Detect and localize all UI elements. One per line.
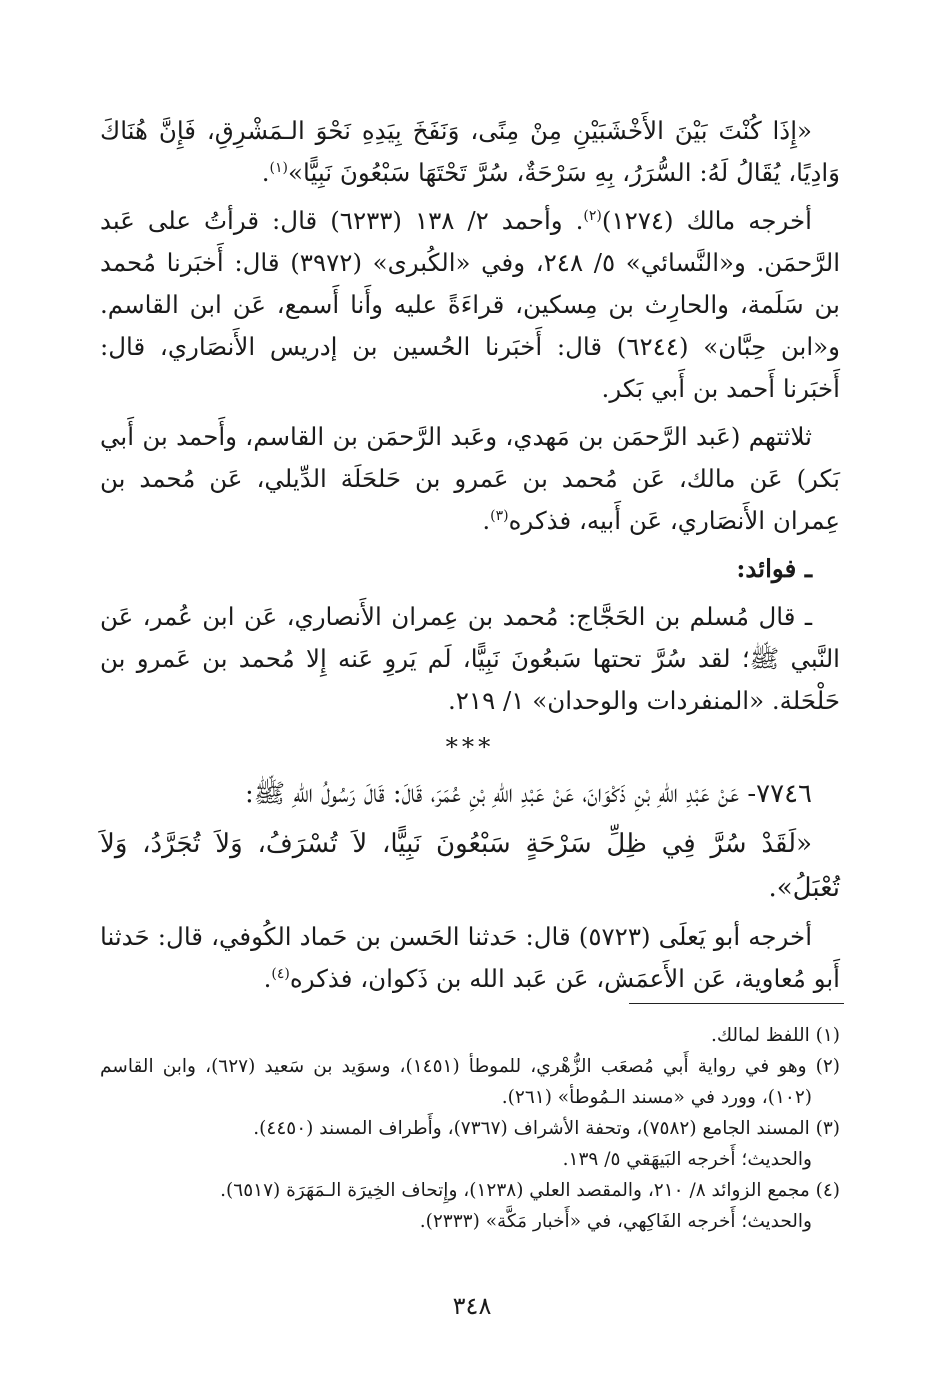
takhrij-3-body: أخرجه أبو يَعلَى (٥٧٢٣) قال: حَدثنا الحَسن بن حَماد الكُوفي، قال: حَدثنا أَبو مُعاوية، عَن الأَعمَش، عَن عَبد الله بن ذَكوان، فذكره [100,922,840,993]
takhrij-1-part-a: أخرجه مالك (١٢٧٤) [601,206,812,235]
page-number: ٣٤٨ [452,1292,492,1320]
hadith-text-1-body: «إِذَا كُنْتَ بَيْنَ الأَخْشَبَيْنِ مِنْ مِنًى، وَنَفَخَ بِيَدِهِ نَحْوَ الـمَشْرِقِ، فَإِنَّ هُنَاكَ وَادِيًا، يُقَالُ لَهُ: السُّرَرُ، بِهِ سَرْحَةٌ، سُرَّ تَحْتَهَا سَبْعُونَ نَبِيًّا» [100,116,840,187]
takhrij-2-body: ثلاثتهم (عَبد الرَّحمَن بن مَهدي، وعَبد الرَّحمَن بن القاسم، وأَحمد بن أَبي بَكر) عَن مالك، عَن مُحمد بن عَمرو بن حَلحَلَة الدِّيلي، عَن مُحمد بن عِمران الأَنصَاري، عَن أَبيه، فذكره [100,422,840,535]
footnote-1: (١) اللفظ لمالك. [710,1025,840,1046]
hadith-text-2: «لَقَدْ سُرَّ فِي ظِلِّ سَرْحَةٍ سَبْعُونَ نَبِيًّا، لاَ تُسْرَفُ، وَلاَ تُجَرَّدُ، وَلاَ تُعْبَلُ». [100,829,840,903]
takhrij-1-part-b: . وأحمد ٢/ ١٣٨ (٦٢٣٣) قال: قرأتُ على عَبد الرَّحمَن. و«النَّسائي» ٥/ ٢٤٨، وفي «الكُبرى» (٣٩٧٢) قال: أَخبَرنا مُحمد بن سَلَمة، والحارِث بن مِسكين، قراءَةً عليه وأَنا أَسمع، عَن ابن القاسم. و«ابن حِبَّان» (٦٢٤٤) قال: أَخبَرنا الحُسين بن إدريس الأَنصَاري، قال: أَخبَرنا أَحمد بن أَبي بَكر. [100,206,841,403]
footnotes [100,1020,840,1237]
footnote-3-continued: والحديث؛ أَخرجه البَيهَقي ٥/ ١٣٩. [562,1149,812,1170]
footnote-marker-2[interactable]: (٢) [583,207,602,224]
main-text [100,110,840,1000]
takhrij-3-end: . [263,964,272,993]
section-separator: *** [445,732,495,761]
footnote-3: (٣) المسند الجامع (٧٥٨٢)، وتحفة الأشراف (٧٣٦٧)، وأَطراف المسند (٤٤٥٠). [253,1118,840,1139]
footnote-2: (٢) وهو في رواية أَبي مُصعَب الزُّهْري، للموطأ (١٤٥١)، وسوَيد بن سَعيد (٦٢٧)، وابن القاسم (١٠٢)، وورد في «مسند الـمُوطأ» (٢٦١). [100,1056,841,1108]
footnote-4-continued: والحديث؛ أَخرجه الفَاكِهي، في «أَخبار مَكَّة» (٢٣٣٣). [419,1211,812,1232]
hadith-text-1 [100,110,840,194]
takhrij-paragraph-2 [100,416,840,542]
footnote-marker-4[interactable]: (٤) [271,965,290,982]
benefits-paragraph: ـ قال مُسلم بن الحَجَّاج: مُحمد بن عِمران الأَنصاري، عَن ابن عُمر، عَن النَّبي ﷺ؛ لقد سُرَّ تحتها سَبعُونَ نَبِيًّا، لَم يَروِ عَنه إِلا مُحمد بن عَمرو بن حَلْحَلة. «المنفردات والوحدان» ١/ ٢١٩. [100,602,840,715]
footnote-marker-3[interactable]: (٣) [490,507,509,524]
footnote-marker-1[interactable]: (١) [269,159,288,176]
hadith-heading-7746: ٧٧٤٦- عَنْ عَبْدِ اللهِ بْنِ ذَكْوَانَ، عَنْ عَبْدِ اللهِ بْنِ عُمَرَ، قَالَ: قَالَ رَسُولُ اللهِ ﷺ: [244,779,812,809]
footnote-divider [629,1003,844,1004]
footnote-4: (٤) مجمع الزوائد ٨/ ٢١٠، والمقصد العلي (١٢٣٨)، وإِتحاف الخِيرَة الـمَهَرَة (٦٥١٧). [220,1180,840,1201]
benefits-heading: ـ فوائد: [736,554,812,583]
hadith-text-1-end: . [261,158,270,187]
takhrij-paragraph-3 [100,916,840,1000]
takhrij-2-end: . [482,506,491,535]
takhrij-paragraph-1 [100,200,840,410]
